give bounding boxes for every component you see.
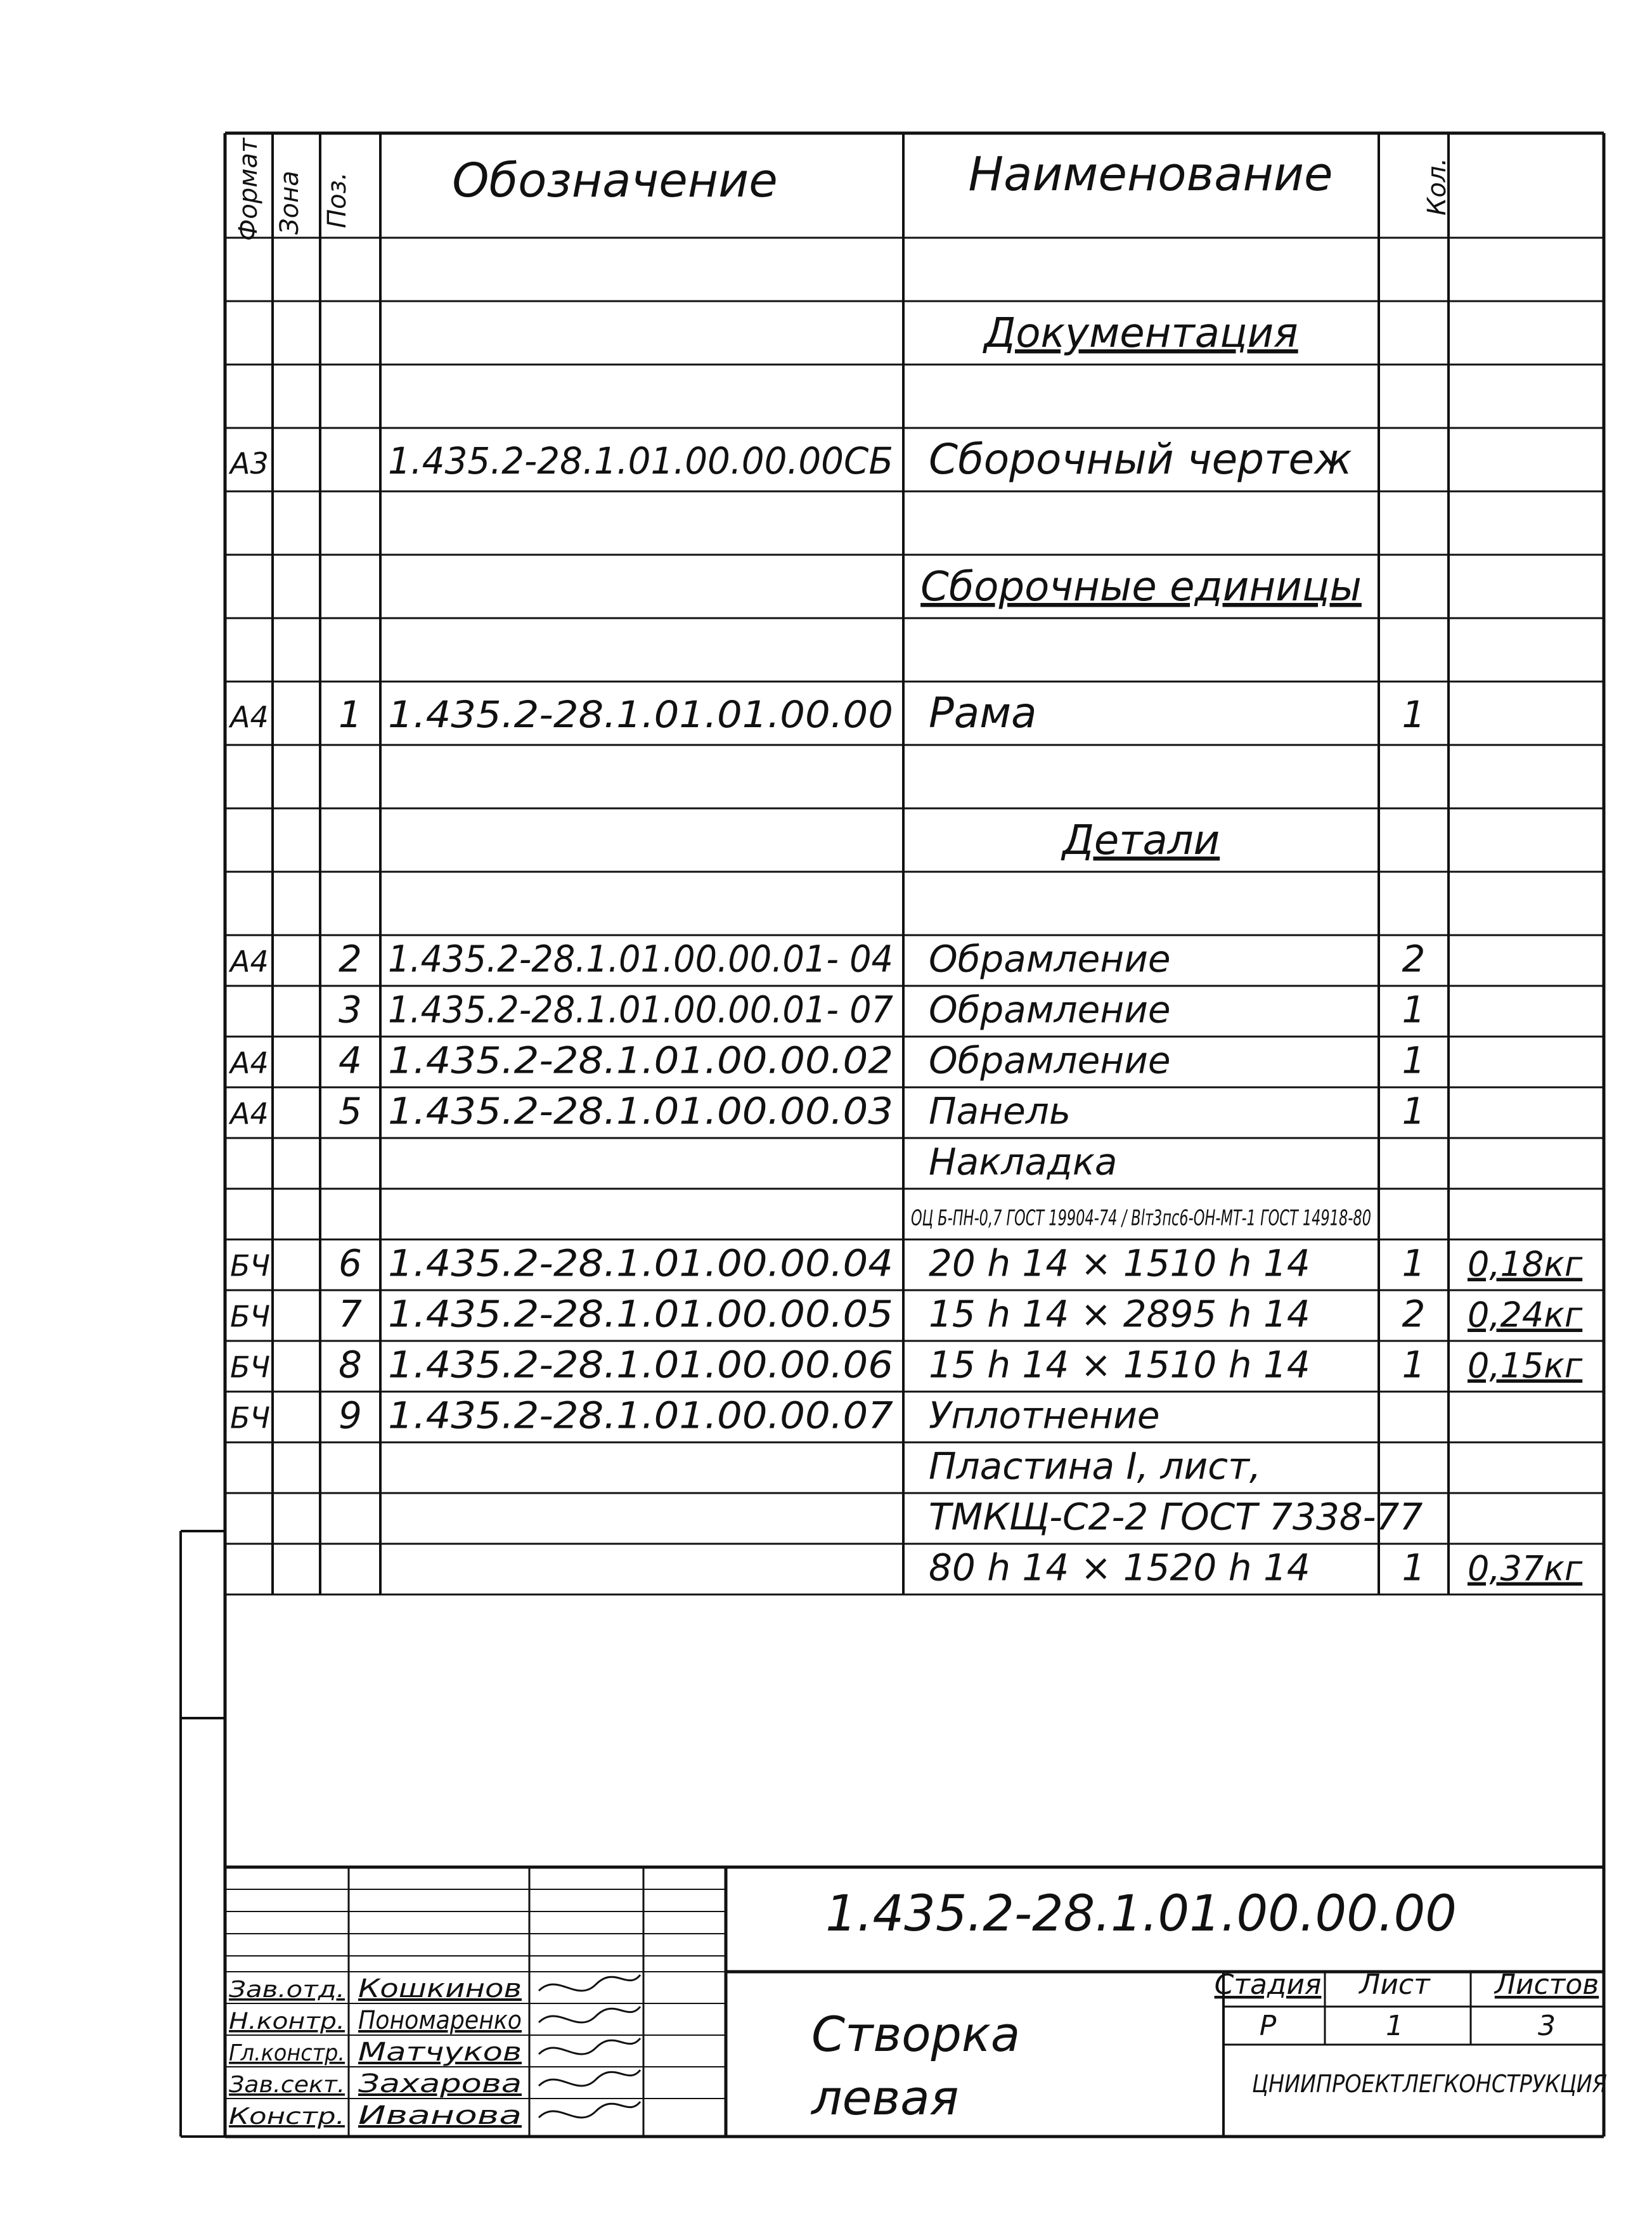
quantity-cell: 1 — [1402, 1343, 1426, 1387]
table-row — [230, 1394, 1160, 1437]
note-cell: 0,24кг — [1468, 1295, 1583, 1335]
note-cell: 0,37кг — [1468, 1548, 1583, 1589]
surname-cell: Кошкинов — [358, 1974, 522, 2003]
role-cell: Констр. — [229, 2104, 345, 2130]
quantity-cell: 2 — [1402, 1292, 1426, 1336]
signature-icon — [539, 1975, 640, 1991]
table-row — [920, 564, 1362, 611]
name-cell: Обрамление — [929, 937, 1171, 981]
quantity-cell: 1 — [1402, 693, 1426, 736]
position-cell: 8 — [339, 1343, 362, 1387]
name-cell: 15 h 14 × 2895 h 14 — [929, 1292, 1310, 1336]
designation-cell: 1.435.2-28.1.01.01.00.00 — [388, 693, 893, 736]
table-row — [982, 310, 1298, 357]
signature-row — [229, 1974, 640, 2003]
table-row — [228, 435, 1352, 484]
table-row — [929, 1546, 1583, 1589]
table-row — [929, 1496, 1423, 1539]
position-cell: 9 — [339, 1394, 362, 1437]
table-row — [228, 938, 1425, 981]
table-row — [228, 1090, 1425, 1133]
designation-cell: 1.435.2-28.1.01.00.00.04 — [388, 1241, 893, 1285]
note-cell: 0,18кг — [1468, 1244, 1583, 1284]
header-pos: Поз. — [323, 172, 352, 228]
position-cell: 1 — [339, 693, 362, 736]
header-name: Наименование — [968, 147, 1333, 202]
designation-cell: 1.435.2-28.1.01.00.00.00СБ — [388, 439, 893, 482]
organization-name: ЦНИИПРОЕКТЛЕГКОНСТРУКЦИЯ — [1252, 2070, 1607, 2098]
table-row — [929, 1445, 1261, 1488]
table-grid — [181, 133, 1604, 2137]
section-title: Сборочные единицы — [920, 564, 1362, 611]
header-zone: Зона — [275, 171, 304, 235]
quantity-cell: 1 — [1402, 1546, 1426, 1589]
table-row — [1061, 817, 1220, 864]
header-designation: Обозначение — [452, 153, 778, 208]
surname-cell: Матчуков — [358, 2038, 522, 2067]
name-cell: Обрамление — [929, 1038, 1171, 1082]
designation-cell: 1.435.2-28.1.01.00.00.02 — [388, 1038, 893, 1082]
designation-cell: 1.435.2-28.1.01.00.00.06 — [388, 1343, 893, 1387]
name-cell: Обрамление — [929, 988, 1171, 1032]
table-row — [228, 1039, 1425, 1082]
position-cell: 2 — [339, 937, 362, 981]
sheet-value: 1 — [1386, 2010, 1404, 2042]
format-cell: БЧ — [230, 1299, 271, 1334]
position-cell: 7 — [339, 1292, 362, 1336]
name-cell: 80 h 14 × 1520 h 14 — [929, 1546, 1310, 1589]
table-row — [228, 689, 1425, 737]
position-cell: 3 — [339, 988, 362, 1032]
role-cell: Зав.сект. — [229, 2072, 345, 2098]
signature-row — [229, 2101, 640, 2130]
sheets-value: 3 — [1538, 2010, 1556, 2042]
designation-cell: 1.435.2-28.1.01.00.00.07 — [388, 1394, 894, 1437]
document-title-line2: левая — [811, 2069, 959, 2126]
format-cell: А4 — [230, 700, 269, 734]
name-cell: Сборочный чертеж — [929, 435, 1352, 484]
format-cell: БЧ — [230, 1350, 271, 1385]
name-cell: Пластина I, лист, — [929, 1444, 1262, 1488]
name-cell: Панель — [929, 1089, 1071, 1133]
position-cell: 5 — [339, 1089, 362, 1133]
signature-icon — [539, 2102, 640, 2118]
role-cell: Н.контр. — [229, 2008, 345, 2034]
quantity-cell: 1 — [1402, 1089, 1426, 1133]
quantity-cell: 1 — [1402, 988, 1426, 1032]
header-format: Формат — [234, 138, 263, 241]
quantity-cell: 1 — [1402, 1241, 1426, 1285]
table-row — [929, 1141, 1117, 1184]
format-cell: А4 — [230, 1045, 269, 1080]
sheet-label: Лист — [1359, 1969, 1430, 2001]
surname-cell: Захарова — [358, 2069, 522, 2099]
document-code: 1.435.2-28.1.01.00.00.00 — [825, 1885, 1457, 1943]
designation-cell: 1.435.2-28.1.01.00.00.01- 04 — [388, 937, 893, 981]
sheets-label: Листов — [1494, 1969, 1599, 2001]
designation-cell: 1.435.2-28.1.01.00.00.03 — [388, 1089, 893, 1133]
quantity-cell: 2 — [1402, 937, 1426, 981]
signature-row — [229, 2006, 640, 2035]
role-cell: Гл.констр. — [229, 2040, 345, 2066]
document-title-line1: Створка — [811, 2006, 1021, 2062]
designation-cell: 1.435.2-28.1.01.00.00.05 — [388, 1292, 893, 1336]
role-cell: Зав.отд. — [229, 1977, 345, 2003]
stage-label: Стадия — [1214, 1969, 1322, 2001]
name-cell: Рама — [929, 689, 1037, 737]
name-cell: 15 h 14 × 1510 h 14 — [929, 1343, 1310, 1387]
surname-cell: Пономаренко — [358, 2006, 522, 2035]
stage-value: Р — [1259, 2010, 1277, 2042]
designation-cell: 1.435.2-28.1.01.00.00.01- 07 — [388, 988, 894, 1032]
material-spec-cell: ОЦ Б-ПН-0,7 ГОСТ 19904-74 / Вlт3пс6-ОН-МТ-1 ГОСТ 14918-80 — [911, 1205, 1371, 1231]
format-cell: А3 — [230, 446, 269, 481]
format-cell: БЧ — [230, 1400, 271, 1435]
section-title: Детали — [1062, 817, 1220, 864]
format-cell: А4 — [230, 944, 269, 979]
table-row — [339, 988, 1425, 1032]
signatures-table — [229, 1974, 640, 2130]
position-cell: 4 — [339, 1038, 362, 1082]
note-cell: 0,15кг — [1468, 1345, 1583, 1386]
name-cell: 20 h 14 × 1510 h 14 — [929, 1241, 1310, 1285]
signature-icon — [539, 2070, 640, 2086]
format-cell: БЧ — [230, 1248, 271, 1283]
signature-icon — [539, 2038, 640, 2054]
quantity-cell: 1 — [1402, 1038, 1426, 1082]
section-title: Документация — [984, 310, 1298, 357]
position-cell: 6 — [339, 1241, 362, 1285]
signature-row — [229, 2038, 640, 2067]
signature-row — [229, 2069, 640, 2099]
name-cell: ТМКЩ-С2-2 ГОСТ 7338-77 — [929, 1495, 1423, 1539]
format-cell: А4 — [230, 1096, 269, 1131]
name-cell: Накладка — [929, 1140, 1118, 1184]
signature-icon — [539, 2007, 640, 2022]
table-header — [234, 137, 1452, 241]
name-cell: Уплотнение — [929, 1394, 1160, 1437]
header-qty: Кол. — [1423, 157, 1452, 216]
surname-cell: Иванова — [358, 2101, 522, 2130]
table-row — [911, 1206, 1371, 1231]
